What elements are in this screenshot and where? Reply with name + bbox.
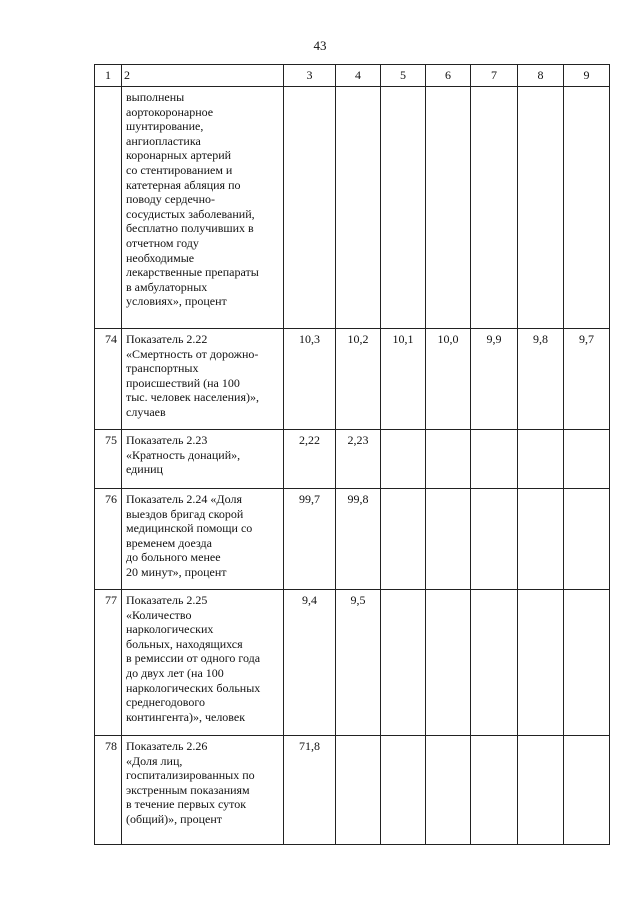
description-line: поводу сердечно- (126, 192, 215, 207)
description-line: среднегодового (126, 695, 205, 710)
description-line: медицинской помощи со (126, 521, 253, 536)
description-line: со стентированием и (126, 162, 233, 177)
value-col-9 (564, 736, 610, 845)
value-col-5 (381, 430, 426, 489)
value-col-5: 10,1 (381, 329, 426, 430)
value-col-3: 71,8 (284, 736, 336, 845)
description-line: до двух лет (на 100 (126, 665, 224, 680)
description-line: госпитализированных по (126, 768, 255, 783)
value-col-9 (564, 87, 610, 329)
value-col-8 (518, 87, 564, 329)
header-cell-1: 1 (95, 65, 122, 87)
description-line: в течение первых суток (126, 797, 247, 812)
row-description (122, 736, 284, 845)
value-col-4: 2,23 (336, 430, 381, 489)
value-col-7 (471, 590, 518, 736)
table-row-continuation (95, 87, 610, 329)
row-number (95, 87, 122, 329)
value-col-4: 9,5 (336, 590, 381, 736)
value-col-9 (564, 590, 610, 736)
value-col-4: 10,2 (336, 329, 381, 430)
description-line: наркологических больных (126, 680, 261, 695)
value-col-4 (336, 736, 381, 845)
description-line: происшествий (на 100 (126, 375, 240, 390)
description-line: временем доезда (126, 535, 212, 550)
description-line: лекарственные препараты (126, 265, 259, 280)
value-col-7 (471, 430, 518, 489)
header-cell-3: 3 (284, 65, 336, 87)
value-col-6 (426, 430, 471, 489)
value-col-7: 9,9 (471, 329, 518, 430)
value-col-8 (518, 430, 564, 489)
description-line: 20 минут», процент (126, 564, 227, 579)
value-col-8 (518, 736, 564, 845)
row-description (122, 329, 284, 430)
header-cell-8: 8 (518, 65, 564, 87)
description-line: Показатель 2.25 (126, 593, 208, 607)
row-number: 76 (95, 489, 122, 590)
description-line: Показатель 2.22 (126, 332, 208, 346)
table-row-76 (95, 489, 610, 590)
description-line: выездов бригад скорой (126, 506, 244, 521)
value-col-6: 10,0 (426, 329, 471, 430)
row-description (122, 489, 284, 590)
row-description (122, 430, 284, 489)
value-col-8: 9,8 (518, 329, 564, 430)
description-line: «Доля лиц, (126, 753, 183, 768)
description-line: ангиопластика (126, 133, 201, 148)
description-line: наркологических (126, 622, 214, 637)
table-row-74 (95, 329, 610, 430)
description-line: транспортных (126, 361, 199, 376)
value-col-5 (381, 736, 426, 845)
description-line: в амбулаторных (126, 279, 208, 294)
row-description (122, 87, 284, 329)
description-line: коронарных артерий (126, 148, 232, 163)
table-row-75 (95, 430, 610, 489)
value-col-3: 2,22 (284, 430, 336, 489)
value-col-3 (284, 87, 336, 329)
page-number: 43 (313, 38, 327, 53)
value-col-8 (518, 489, 564, 590)
value-col-5 (381, 489, 426, 590)
row-number: 74 (95, 329, 122, 430)
description-line: контингента)», человек (126, 709, 246, 724)
description-line: «Смертность от дорожно- (126, 346, 259, 361)
table-row-78 (95, 736, 610, 845)
description-line: до больного менее (126, 550, 221, 565)
value-col-9 (564, 430, 610, 489)
description-line: Показатель 2.23 (126, 433, 208, 447)
description-line: выполнены (126, 90, 185, 104)
header-cell-6: 6 (426, 65, 471, 87)
description-line: экстренным показаниям (126, 782, 250, 797)
description-line: Показатель 2.26 (126, 739, 208, 753)
description-line: случаев (126, 404, 166, 419)
description-line: сосудистых заболеваний, (126, 206, 255, 221)
description-line: условиях», процент (126, 294, 227, 309)
header-cell-5: 5 (381, 65, 426, 87)
description-line: единиц (126, 462, 163, 477)
table-row-77 (95, 590, 610, 736)
row-description (122, 590, 284, 736)
description-line: шунтирование, (126, 119, 204, 134)
row-number: 77 (95, 590, 122, 736)
description-line: больных, находящихся (126, 636, 243, 651)
value-col-7 (471, 87, 518, 329)
header-cell-2: 2 (122, 65, 284, 87)
value-col-7 (471, 489, 518, 590)
value-col-3: 10,3 (284, 329, 336, 430)
description-line: «Кратность донаций», (126, 447, 241, 462)
value-col-5 (381, 590, 426, 736)
description-line: отчетном году (126, 235, 199, 250)
value-col-3: 9,4 (284, 590, 336, 736)
header-cell-4: 4 (336, 65, 381, 87)
description-line: бесплатно получивших в (126, 221, 254, 236)
description-line: (общий)», процент (126, 811, 223, 826)
value-col-7 (471, 736, 518, 845)
value-col-8 (518, 590, 564, 736)
description-line: катетерная абляция по (126, 177, 241, 192)
value-col-3: 99,7 (284, 489, 336, 590)
description-line: аортокоронарное (126, 104, 214, 119)
description-line: в ремиссии от одного года (126, 651, 261, 666)
header-cell-7: 7 (471, 65, 518, 87)
table-header-row (95, 65, 610, 87)
value-col-9: 9,7 (564, 329, 610, 430)
indicator-table (94, 64, 610, 845)
row-number: 75 (95, 430, 122, 489)
value-col-4 (336, 87, 381, 329)
description-line: Показатель 2.24 «Доля (126, 492, 242, 506)
description-line: «Количество (126, 607, 192, 622)
value-col-9 (564, 489, 610, 590)
value-col-5 (381, 87, 426, 329)
value-col-6 (426, 736, 471, 845)
header-cell-9: 9 (564, 65, 610, 87)
row-number: 78 (95, 736, 122, 845)
value-col-6 (426, 590, 471, 736)
value-col-6 (426, 489, 471, 590)
value-col-4: 99,8 (336, 489, 381, 590)
description-line: тыс. человек населения)», (126, 390, 259, 405)
description-line: необходимые (126, 250, 195, 265)
value-col-6 (426, 87, 471, 329)
